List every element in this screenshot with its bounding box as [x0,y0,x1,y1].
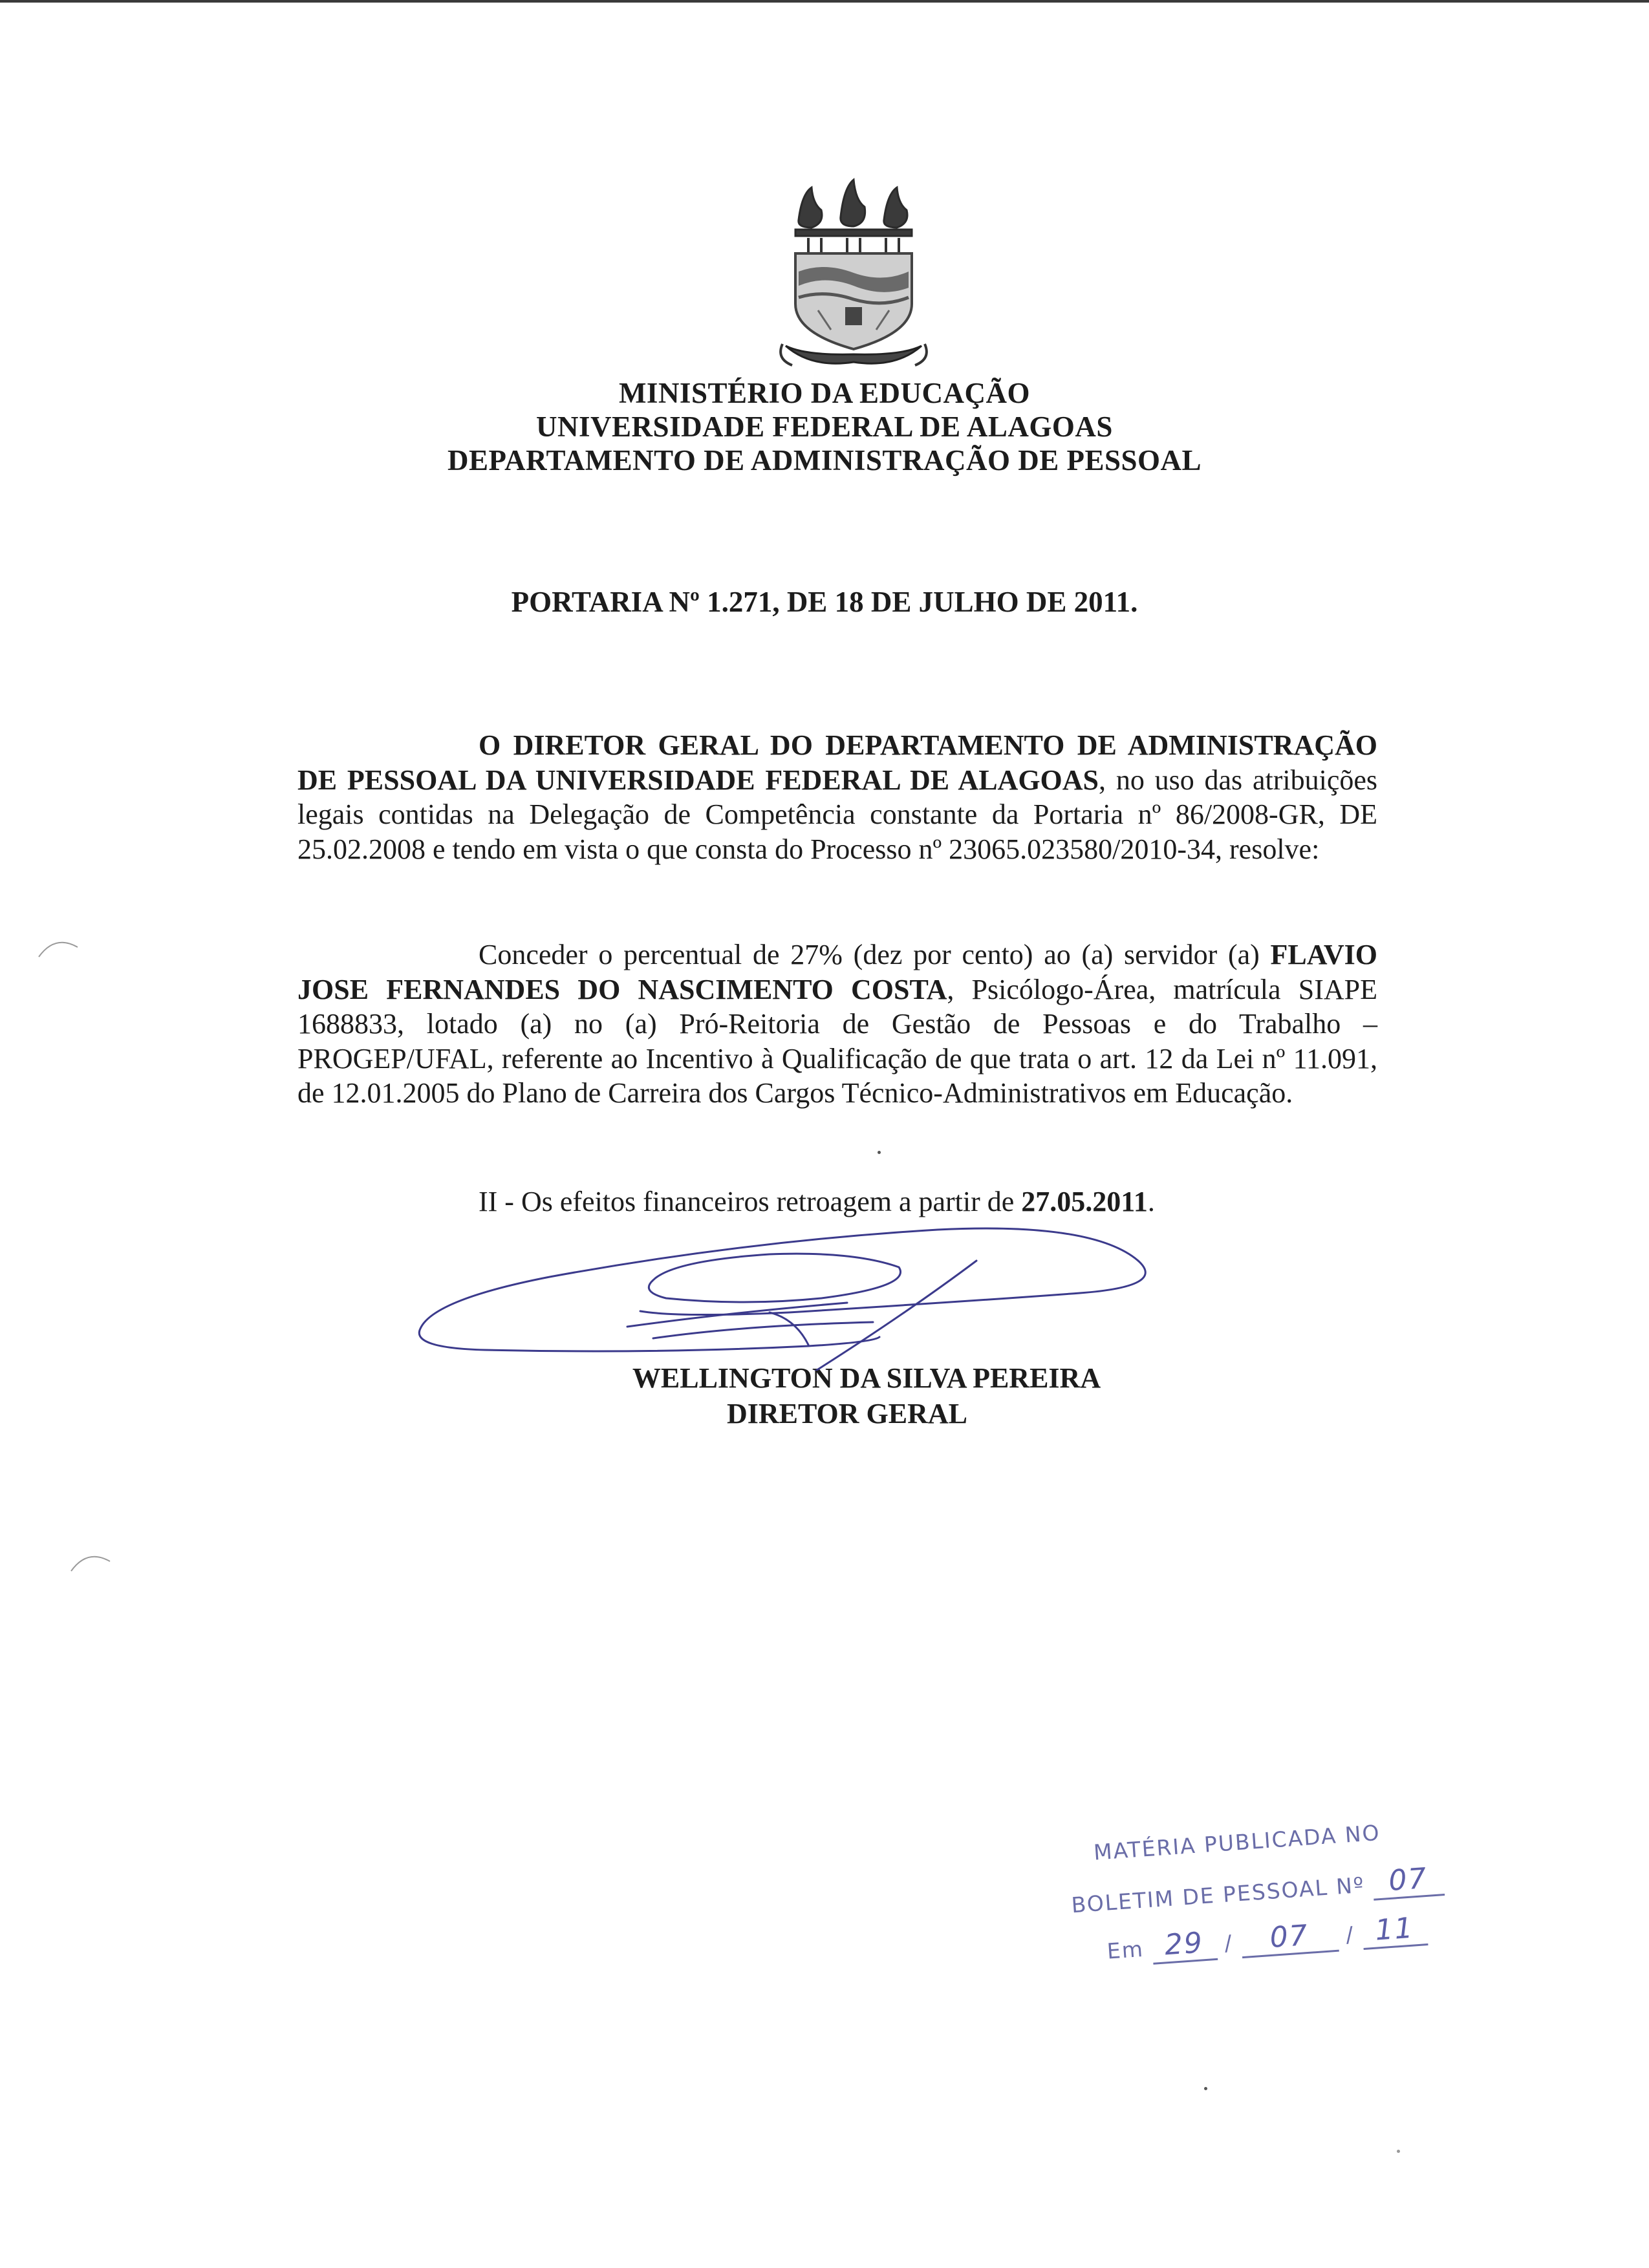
preamble-bold-lead: O DIRETOR GERAL DO DEPARTAMENTO DE ADMINISTRAÇÃO DE PESSOAL DA UNIVERSIDADE FEDERAL DE ALAGOAS [297,729,1377,796]
publication-stamp [1054,1812,1503,1991]
signatory-role: DIRETOR GERAL [726,1398,968,1429]
document-header [0,376,1649,477]
preamble-text: , no uso das atribuições legais contidas na Delegação de Competência constante da Portaria nº 86/2008-GR, DE 25.02.2008 e tendo em vista o que consta do Processo nº 23065.023580/2010-34, resolve: [297,764,1378,865]
department-name: DEPARTAMENTO DE ADMINISTRAÇÃO DE PESSOAL [447,444,1202,476]
stamp-date-label: Em [1106,1936,1145,1964]
margin-hole-mark-icon [68,1548,113,1574]
grant-paragraph [297,937,1377,1111]
university-crest-icon [773,175,934,375]
stamp-bulletin-label: BOLETIM DE PESSOAL Nº [1070,1872,1366,1918]
effects-text: II - Os efeitos financeiros retroagem a partir de [479,1186,1022,1217]
grant-text-after: , Psicólogo-Área, matrícula SIAPE 1688833, lotado (a) no (a) Pró-Reitoria de Gestão de Pessoas e do Trabalho – PROGEP/UFAL, referente ao Incentivo à Qualificação de que trata o art. 12 da Lei nº 11.091, de 12.01.2005 do Plano de Carreira dos Cargos Técnico-Administrativos em Educação. [297,973,1377,1109]
stamp-line-3: Em 29 / 07 / 11 [1106,1910,1428,1967]
effects-paragraph [479,1184,1155,1219]
stamp-line-1: MATÉRIA PUBLICADA NO [1092,1819,1381,1865]
preamble-paragraph [297,728,1377,866]
stamp-bulletin-number: 07 [1372,1861,1445,1901]
employee-name: FLAVIO JOSE FERNANDES DO NASCIMENTO COSTA [297,939,1377,1005]
university-name: UNIVERSIDADE FEDERAL DE ALAGOAS [536,411,1113,443]
speck-mark [1204,2087,1207,2090]
stamp-month: 07 [1240,1917,1339,1958]
speck-mark [878,1151,881,1154]
ordinance-title: PORTARIA Nº 1.271, DE 18 DE JULHO DE 2011. [511,586,1138,618]
effects-date: 27.05.2011 [1021,1186,1148,1217]
effects-end: . [1147,1186,1155,1217]
ministry-name: MINISTÉRIO DA EDUCAÇÃO [618,377,1031,409]
margin-hole-mark-icon [36,934,81,960]
handwritten-signature-icon [407,1215,1164,1371]
grant-text-before: Conceder o percentual de 27% (dez por cento) ao (a) servidor (a) [479,939,1271,970]
page-top-edge [0,0,1649,3]
signatory-name: WELLINGTON DA SILVA PEREIRA [632,1362,1101,1394]
stamp-day: 29 [1150,1925,1218,1965]
speck-mark [1397,2150,1400,2153]
stamp-year: 11 [1361,1910,1428,1950]
